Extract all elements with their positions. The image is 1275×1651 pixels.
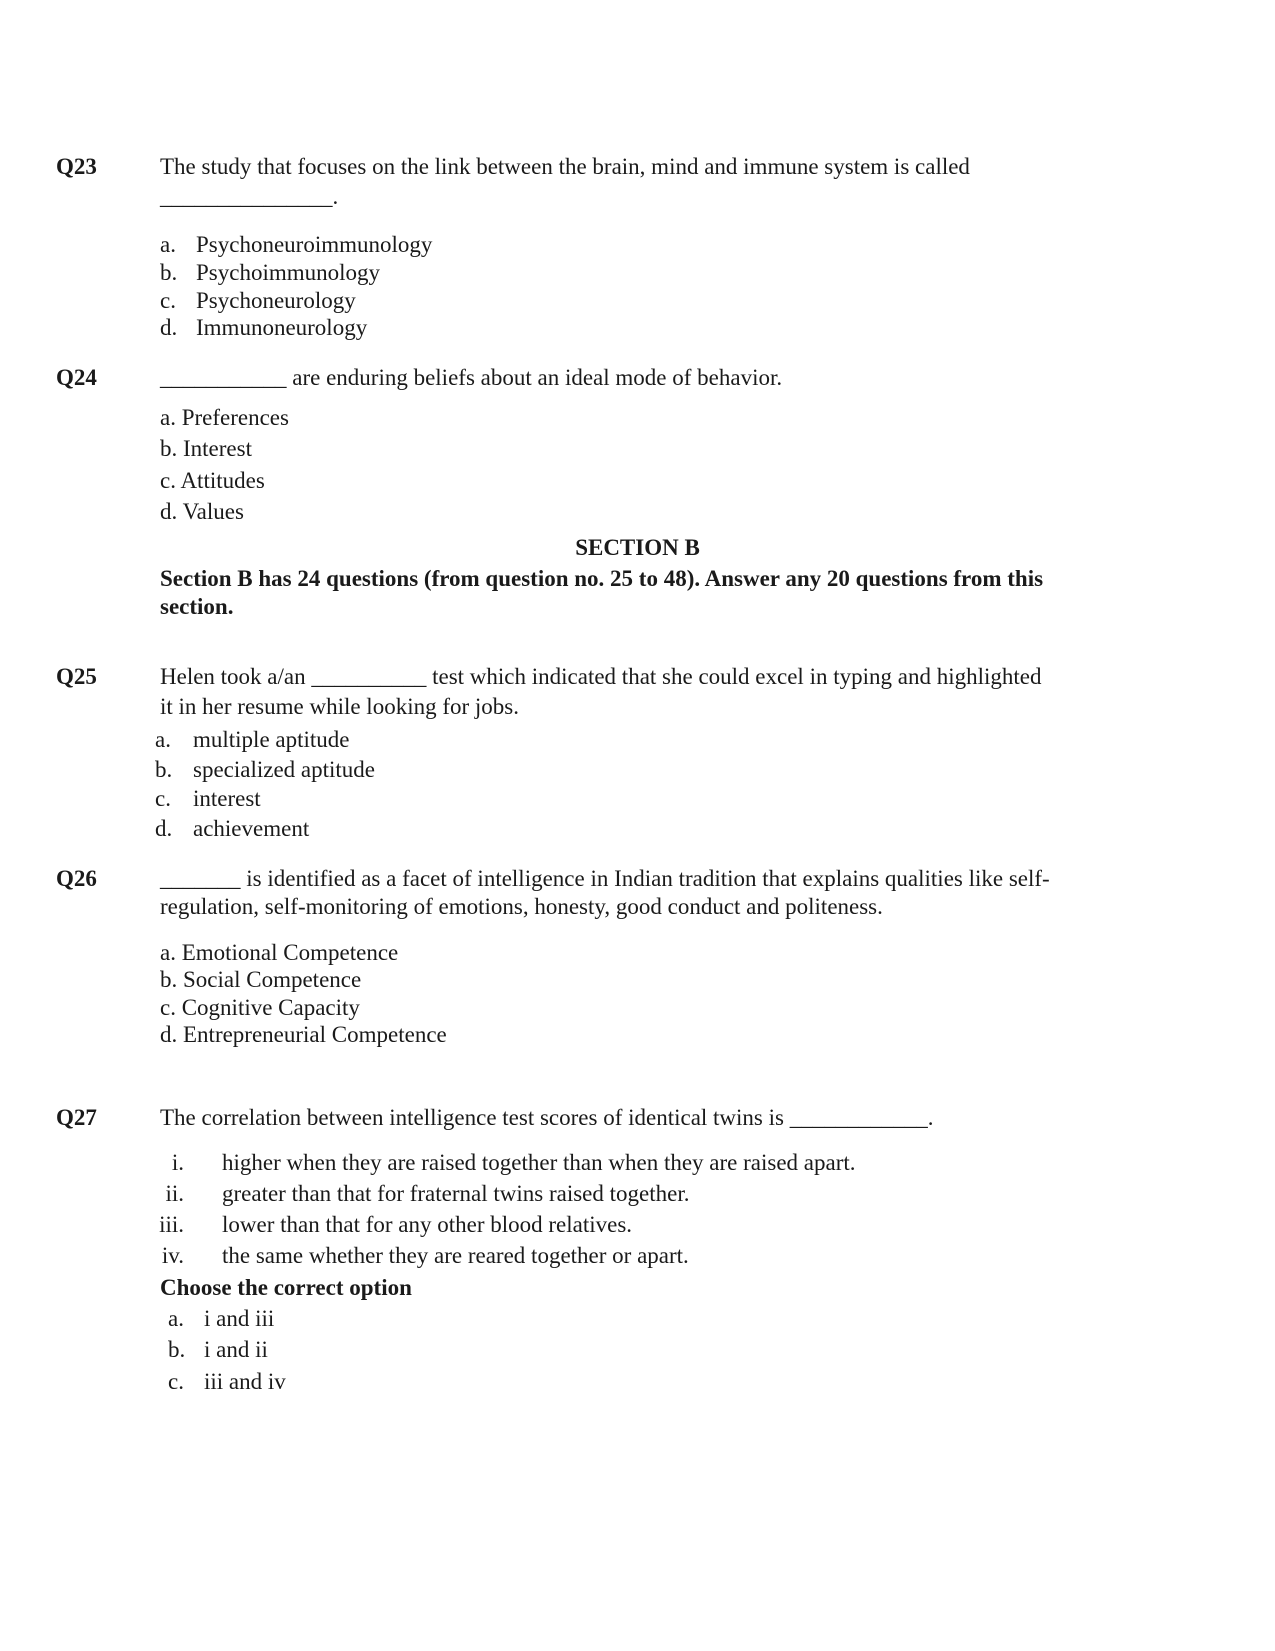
statement-number: i. [171,1150,184,1175]
option-text: i and ii [204,1337,268,1362]
statement-q27-iii [150,1212,632,1238]
question-stem-q24: ___________ are enduring beliefs about an ideal mode of behavior. [160,365,783,390]
option-letter: c. [168,1369,184,1394]
option-text: Psychoneuroimmunology [196,232,433,257]
option-letter: c. [160,288,176,313]
statement-text: higher when they are raised together than when they are raised apart. [222,1150,856,1175]
statement-text: the same whether they are reared together or apart. [222,1243,689,1268]
question-stem-q25-line2: it in her resume while looking for jobs. [160,694,519,719]
option-text: Psychoimmunology [196,260,381,285]
option-letter: d. [160,315,178,340]
statement-text: greater than that for fraternal twins raised together. [222,1181,690,1206]
question-number-q26: Q26 [56,866,97,891]
section-heading [0,535,1275,561]
choose-option-label: Choose the correct option [160,1275,412,1300]
option-q24-d: d. Values [160,499,244,524]
option-q27-a [168,1306,274,1332]
option-text: interest [193,786,261,811]
question-number-q23: Q23 [56,154,97,179]
section-heading-text: SECTION B [575,535,700,560]
option-text: achievement [193,816,310,841]
option-letter: d. [155,816,173,841]
option-q27-c [168,1369,286,1395]
option-letter: b. [168,1337,186,1362]
option-text: i and iii [204,1306,275,1331]
question-number-q24: Q24 [56,365,97,390]
option-q23-d [160,315,367,341]
option-q25-a [155,727,350,753]
statement-text: lower than that for any other blood relatives. [222,1212,633,1237]
option-q26-c: c. Cognitive Capacity [160,995,360,1020]
question-stem-q25-line1: Helen took a/an __________ test which indicated that she could excel in typing and highlighted [160,664,1042,689]
statement-q27-iv [150,1243,689,1269]
option-q25-b [155,757,375,783]
option-q25-d [155,816,309,842]
option-q24-b: b. Interest [160,436,252,461]
section-instruction-line2: section. [160,594,234,619]
statement-number: iv. [161,1243,184,1268]
option-q25-c [155,786,261,812]
question-stem-q23-line1: The study that focuses on the link between the brain, mind and immune system is called [160,154,970,179]
option-text: specialized aptitude [193,757,376,782]
question-number-q25: Q25 [56,664,97,689]
option-q24-a: a. Preferences [160,405,289,430]
option-q26-a: a. Emotional Competence [160,940,399,965]
option-text: iii and iv [204,1369,286,1394]
question-stem-q26-line2: regulation, self-monitoring of emotions, honesty, good conduct and politeness. [160,894,883,919]
question-number-q27: Q27 [56,1105,97,1130]
option-letter: a. [155,727,171,752]
option-letter: a. [160,232,176,257]
question-stem-q26-line1: _______ is identified as a facet of intelligence in Indian tradition that explains qualities like self- [160,866,1050,891]
option-text: Psychoneurology [196,288,356,313]
section-instruction-line1: Section B has 24 questions (from question no. 25 to 48). Answer any 20 questions from this [160,566,1044,591]
option-letter: b. [160,260,178,285]
option-q23-c [160,288,356,314]
option-text: Immunoneurology [196,315,368,340]
option-text: multiple aptitude [193,727,350,752]
option-letter: c. [155,786,171,811]
option-q23-a [160,232,432,258]
statement-number: ii. [165,1181,184,1206]
option-q26-b: b. Social Competence [160,967,362,992]
question-stem-q23-line2: _______________. [160,184,339,209]
option-q23-b [160,260,380,286]
option-q24-c: c. Attitudes [160,468,265,493]
option-letter: b. [155,757,173,782]
option-q27-b [168,1337,268,1363]
question-stem-q27: The correlation between intelligence test scores of identical twins is ____________. [160,1105,934,1130]
statement-q27-i [150,1150,856,1176]
option-q26-d: d. Entrepreneurial Competence [160,1022,447,1047]
option-letter: a. [168,1306,184,1331]
statement-number: iii. [159,1212,184,1237]
statement-q27-ii [150,1181,689,1207]
